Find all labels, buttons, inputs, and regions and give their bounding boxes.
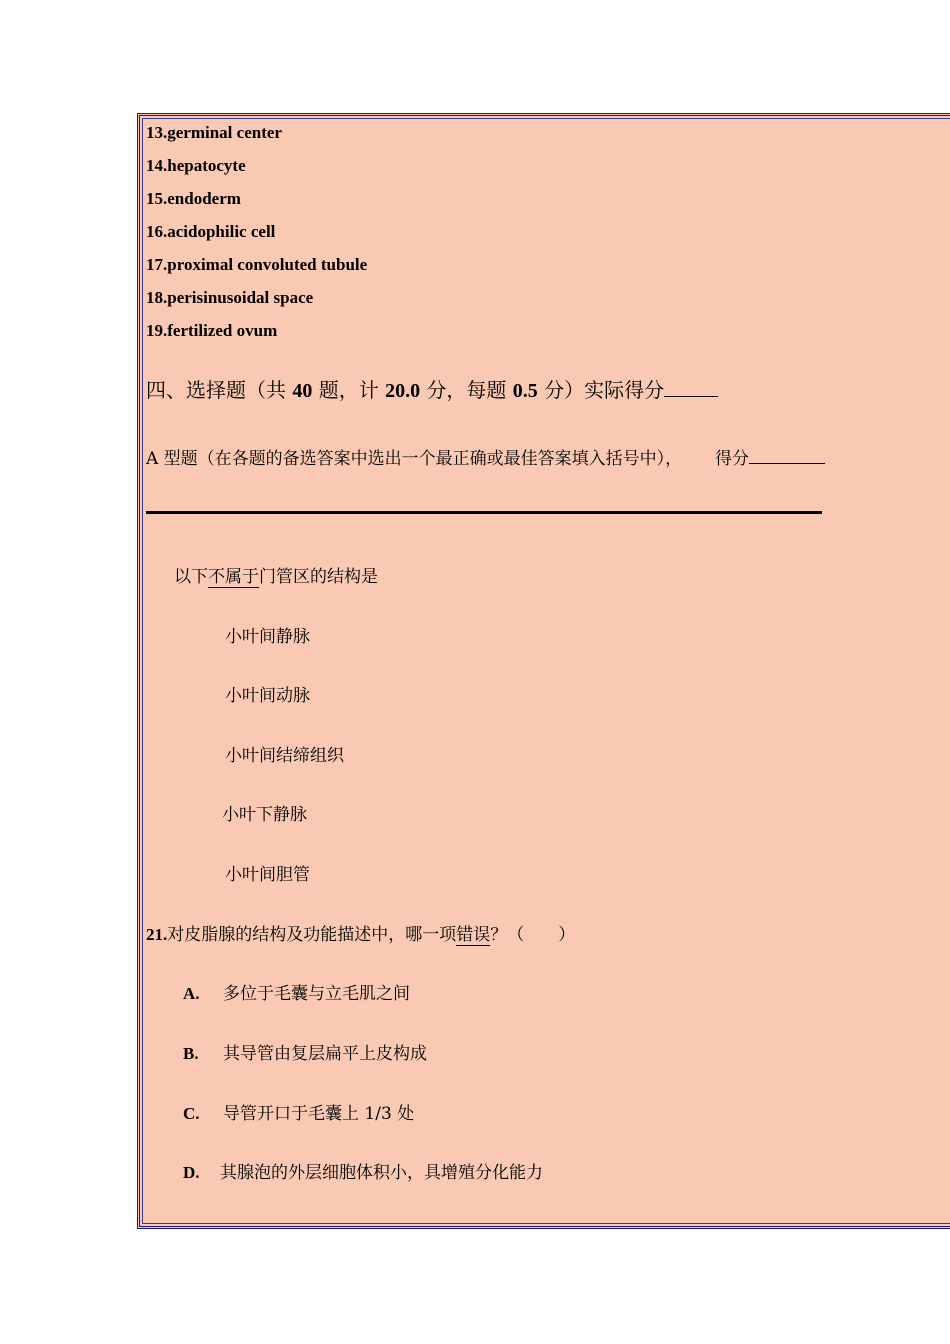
term-item: 15.endoderm	[146, 189, 241, 208]
stem-text: 以下	[174, 567, 208, 587]
question-21-stem	[146, 920, 575, 945]
option-letter: A.	[183, 984, 200, 1003]
option-letter: C.	[183, 1104, 200, 1123]
stem-emphasis: 不属于	[208, 567, 259, 587]
q20-option[interactable]: 小叶下静脉	[222, 805, 307, 825]
subsection-score-label: 得分	[715, 449, 749, 469]
stem-text: ？（ ）	[490, 925, 576, 945]
section-mid1: 题，计	[318, 378, 379, 402]
section-prefix: 四、选择题（共	[146, 378, 286, 402]
q20-option[interactable]: 小叶间静脉	[225, 627, 310, 647]
stem-text: 对皮脂腺的结构及功能描述中，哪一项	[167, 925, 457, 945]
section-total: 20.0	[385, 380, 421, 402]
section-title	[146, 374, 718, 403]
subsection-text: A 型题（在各题的备选答案中选出一个最正确或最佳答案填入括号中），	[146, 449, 683, 469]
q20-option[interactable]: 小叶间动脉	[225, 686, 310, 706]
question-number: 21.	[146, 925, 168, 944]
option-text: 多位于毛囊与立毛肌之间	[223, 984, 410, 1004]
section-mid2: 分，每题	[426, 378, 507, 402]
subsection-title	[146, 444, 825, 469]
q21-option-c[interactable]	[183, 1099, 414, 1124]
q20-option[interactable]: 小叶间结缔组织	[225, 746, 344, 766]
divider-rule	[146, 511, 822, 514]
q20-option[interactable]: 小叶间胆管	[225, 865, 310, 885]
option-text: 其导管由复层扁平上皮构成	[223, 1044, 427, 1064]
section-each: 0.5	[512, 380, 538, 402]
stem-emphasis: 错误	[456, 925, 491, 945]
term-item: 16.acidophilic cell	[146, 222, 276, 241]
section-count: 40	[292, 380, 313, 402]
q21-option-d[interactable]	[183, 1158, 543, 1183]
score-blank[interactable]	[664, 382, 718, 397]
question-panel	[137, 113, 950, 1229]
q21-option-a[interactable]	[183, 979, 410, 1004]
term-item: 17.proximal convoluted tubule	[146, 255, 368, 274]
term-item: 18.perisinusoidal space	[146, 288, 314, 307]
option-text: 其腺泡的外层细胞体积小，具增殖分化能力	[220, 1163, 543, 1183]
subsection-score-blank[interactable]	[749, 451, 825, 464]
option-letter: B.	[183, 1044, 199, 1063]
option-text: 导管开口于毛囊上 1/3 处	[223, 1104, 415, 1124]
question-20-stem	[174, 562, 378, 587]
option-letter: D.	[183, 1163, 200, 1182]
term-item: 14.hepatocyte	[146, 156, 246, 175]
term-item: 19.fertilized ovum	[146, 321, 278, 340]
stem-text: 门管区的结构是	[259, 567, 378, 587]
q21-option-b[interactable]	[183, 1039, 427, 1064]
section-suffix: 分）实际得分	[544, 378, 665, 402]
term-item: 13.germinal center	[146, 123, 282, 142]
